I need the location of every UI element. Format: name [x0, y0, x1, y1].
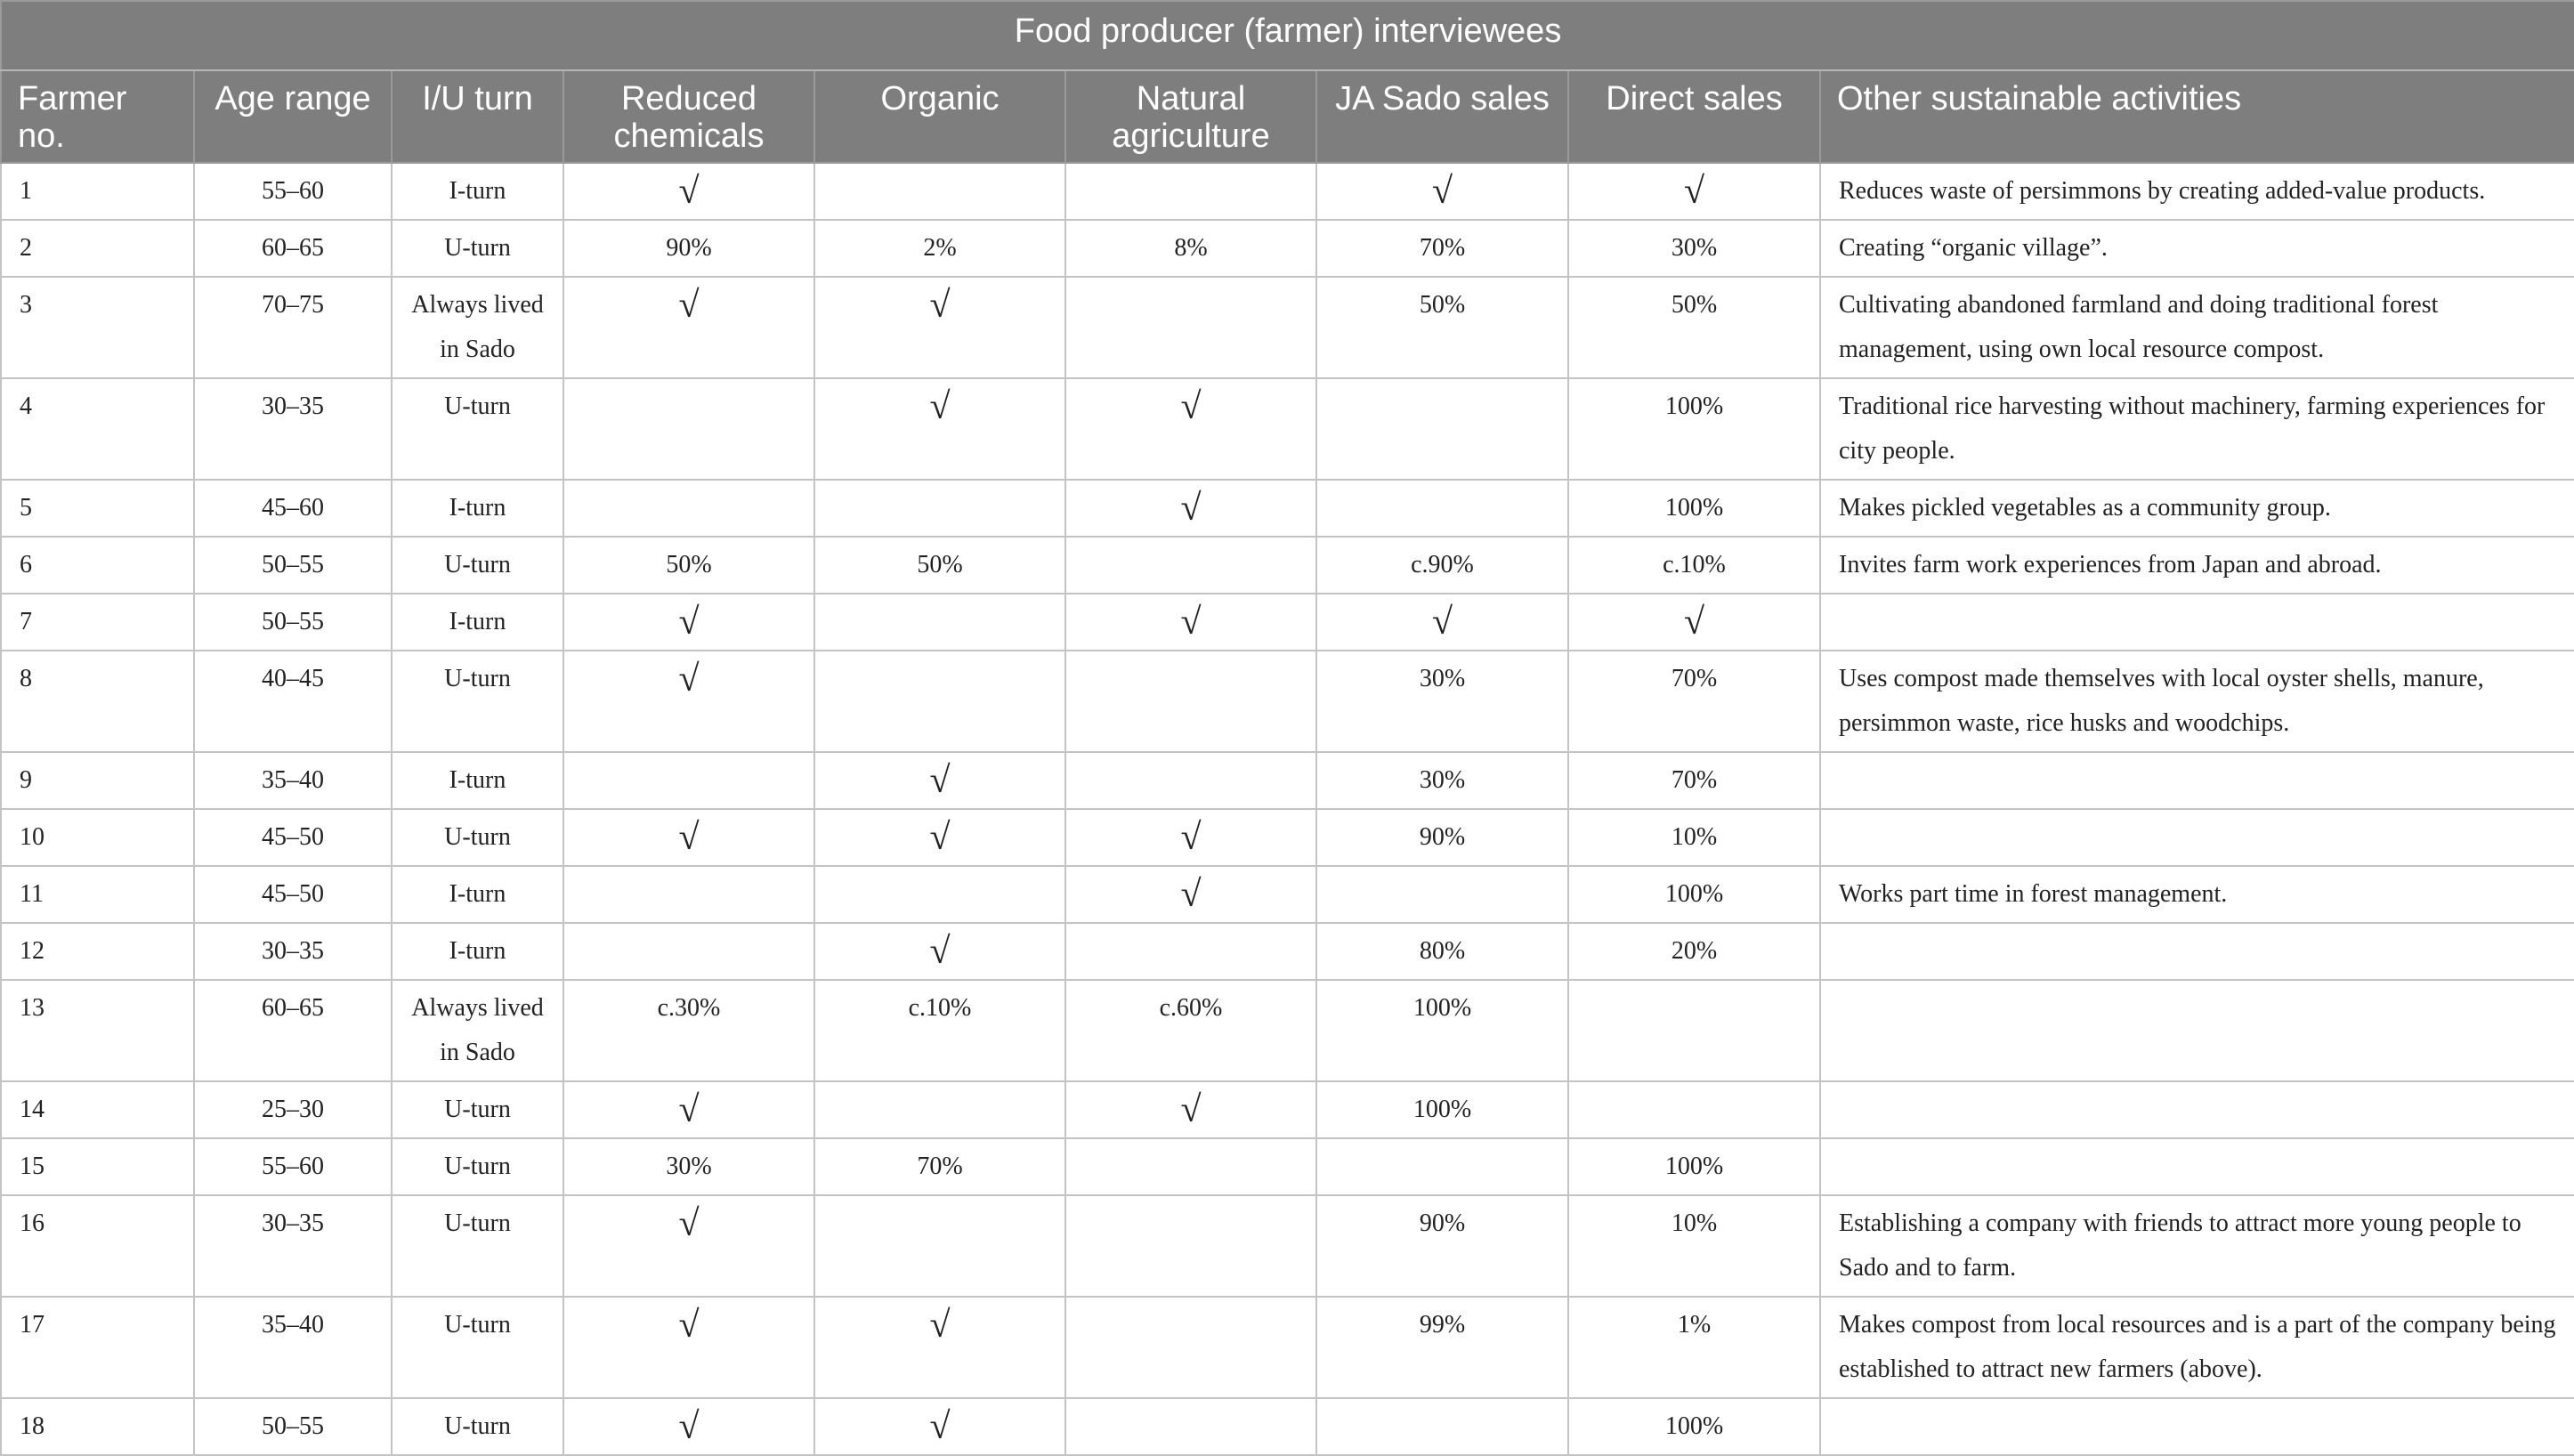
cell-direct-sales: 100% [1568, 480, 1820, 537]
cell-organic: √ [814, 809, 1065, 866]
table-caption: Food producer (farmer) interviewees [1, 1, 2574, 70]
cell-ja-sado-sales [1316, 1398, 1568, 1455]
cell-direct-sales: √ [1568, 594, 1820, 651]
column-header-natural-agriculture: Natural agriculture [1065, 70, 1316, 163]
cell-other-activities [1820, 1398, 2574, 1455]
cell-iu-turn: I-turn [392, 752, 563, 809]
cell-farmer-no: 6 [1, 537, 194, 594]
cell-age-range: 45–50 [194, 809, 392, 866]
cell-organic: √ [814, 1398, 1065, 1455]
cell-natural-agriculture: √ [1065, 866, 1316, 923]
cell-other-activities: Creating “organic village”. [1820, 220, 2574, 277]
cell-other-activities: Makes pickled vegetables as a community group. [1820, 480, 2574, 537]
cell-organic [814, 1081, 1065, 1138]
cell-other-activities: Works part time in forest management. [1820, 866, 2574, 923]
column-header-iu-turn: I/U turn [392, 70, 563, 163]
cell-natural-agriculture [1065, 752, 1316, 809]
cell-organic [814, 651, 1065, 752]
cell-other-activities [1820, 752, 2574, 809]
column-header-age-range: Age range [194, 70, 392, 163]
cell-organic: 70% [814, 1138, 1065, 1195]
cell-natural-agriculture [1065, 163, 1316, 220]
table-body [1, 163, 2574, 1455]
cell-reduced-chemicals: √ [563, 651, 814, 752]
cell-iu-turn: U-turn [392, 1195, 563, 1297]
cell-reduced-chemicals: √ [563, 1297, 814, 1398]
cell-organic [814, 594, 1065, 651]
cell-ja-sado-sales: 90% [1316, 1195, 1568, 1297]
cell-organic: 50% [814, 537, 1065, 594]
cell-natural-agriculture [1065, 651, 1316, 752]
cell-ja-sado-sales: √ [1316, 594, 1568, 651]
cell-farmer-no: 8 [1, 651, 194, 752]
cell-ja-sado-sales [1316, 378, 1568, 480]
cell-farmer-no: 2 [1, 220, 194, 277]
cell-natural-agriculture [1065, 1297, 1316, 1398]
cell-reduced-chemicals: √ [563, 163, 814, 220]
cell-ja-sado-sales [1316, 866, 1568, 923]
cell-direct-sales: 30% [1568, 220, 1820, 277]
cell-iu-turn: U-turn [392, 220, 563, 277]
cell-age-range: 60–65 [194, 980, 392, 1081]
table-row [1, 866, 2574, 923]
cell-age-range: 55–60 [194, 1138, 392, 1195]
cell-farmer-no: 16 [1, 1195, 194, 1297]
cell-natural-agriculture: 8% [1065, 220, 1316, 277]
table-row [1, 1297, 2574, 1398]
cell-direct-sales: 100% [1568, 1138, 1820, 1195]
cell-natural-agriculture [1065, 923, 1316, 980]
cell-natural-agriculture: √ [1065, 594, 1316, 651]
cell-iu-turn: U-turn [392, 537, 563, 594]
table-row [1, 378, 2574, 480]
cell-natural-agriculture: c.60% [1065, 980, 1316, 1081]
cell-ja-sado-sales: 80% [1316, 923, 1568, 980]
table-row [1, 1195, 2574, 1297]
header-row [1, 70, 2574, 163]
table-row [1, 923, 2574, 980]
cell-other-activities [1820, 923, 2574, 980]
cell-direct-sales [1568, 980, 1820, 1081]
cell-ja-sado-sales: √ [1316, 163, 1568, 220]
cell-farmer-no: 1 [1, 163, 194, 220]
cell-natural-agriculture: √ [1065, 809, 1316, 866]
column-header-ja-sado-sales: JA Sado sales [1316, 70, 1568, 163]
column-header-direct-sales: Direct sales [1568, 70, 1820, 163]
cell-other-activities [1820, 980, 2574, 1081]
cell-organic [814, 480, 1065, 537]
cell-age-range: 50–55 [194, 537, 392, 594]
table-row [1, 537, 2574, 594]
cell-farmer-no: 4 [1, 378, 194, 480]
cell-direct-sales: 100% [1568, 1398, 1820, 1455]
cell-direct-sales: c.10% [1568, 537, 1820, 594]
cell-farmer-no: 3 [1, 277, 194, 378]
cell-reduced-chemicals: √ [563, 1081, 814, 1138]
cell-direct-sales: 50% [1568, 277, 1820, 378]
table-row [1, 980, 2574, 1081]
cell-ja-sado-sales: 100% [1316, 980, 1568, 1081]
cell-reduced-chemicals: 30% [563, 1138, 814, 1195]
cell-iu-turn: U-turn [392, 1398, 563, 1455]
cell-direct-sales [1568, 1081, 1820, 1138]
cell-other-activities: Uses compost made themselves with local oyster shells, manure, persimmon waste, rice husks and woodchips. [1820, 651, 2574, 752]
cell-ja-sado-sales: 30% [1316, 752, 1568, 809]
cell-direct-sales: √ [1568, 163, 1820, 220]
cell-ja-sado-sales: 30% [1316, 651, 1568, 752]
cell-reduced-chemicals [563, 378, 814, 480]
cell-iu-turn: U-turn [392, 1297, 563, 1398]
cell-ja-sado-sales: 90% [1316, 809, 1568, 866]
cell-age-range: 40–45 [194, 651, 392, 752]
cell-direct-sales: 70% [1568, 651, 1820, 752]
cell-reduced-chemicals [563, 866, 814, 923]
table-row [1, 651, 2574, 752]
cell-direct-sales: 100% [1568, 866, 1820, 923]
cell-age-range: 25–30 [194, 1081, 392, 1138]
cell-farmer-no: 5 [1, 480, 194, 537]
table-row [1, 1081, 2574, 1138]
cell-reduced-chemicals: √ [563, 1398, 814, 1455]
cell-farmer-no: 17 [1, 1297, 194, 1398]
cell-other-activities [1820, 594, 2574, 651]
cell-iu-turn: U-turn [392, 378, 563, 480]
table-row [1, 809, 2574, 866]
cell-direct-sales: 100% [1568, 378, 1820, 480]
cell-other-activities [1820, 1081, 2574, 1138]
cell-age-range: 45–50 [194, 866, 392, 923]
cell-ja-sado-sales: 100% [1316, 1081, 1568, 1138]
column-header-reduced-chemicals: Reduced chemicals [563, 70, 814, 163]
cell-other-activities: Establishing a company with friends to attract more young people to Sado and to farm. [1820, 1195, 2574, 1297]
cell-age-range: 30–35 [194, 1195, 392, 1297]
cell-other-activities [1820, 809, 2574, 866]
cell-iu-turn: I-turn [392, 594, 563, 651]
cell-ja-sado-sales [1316, 1138, 1568, 1195]
table-row [1, 220, 2574, 277]
cell-natural-agriculture [1065, 1138, 1316, 1195]
cell-other-activities: Reduces waste of persimmons by creating added-value products. [1820, 163, 2574, 220]
cell-farmer-no: 9 [1, 752, 194, 809]
cell-other-activities: Traditional rice harvesting without machinery, farming experiences for city people. [1820, 378, 2574, 480]
cell-natural-agriculture: √ [1065, 378, 1316, 480]
cell-organic: 2% [814, 220, 1065, 277]
cell-farmer-no: 18 [1, 1398, 194, 1455]
cell-organic: √ [814, 277, 1065, 378]
cell-farmer-no: 15 [1, 1138, 194, 1195]
cell-natural-agriculture [1065, 1195, 1316, 1297]
cell-natural-agriculture [1065, 1398, 1316, 1455]
cell-direct-sales: 1% [1568, 1297, 1820, 1398]
cell-age-range: 45–60 [194, 480, 392, 537]
cell-reduced-chemicals: √ [563, 1195, 814, 1297]
cell-age-range: 55–60 [194, 163, 392, 220]
cell-organic: c.10% [814, 980, 1065, 1081]
column-header-organic: Organic [814, 70, 1065, 163]
cell-iu-turn: U-turn [392, 1081, 563, 1138]
cell-organic: √ [814, 378, 1065, 480]
cell-farmer-no: 10 [1, 809, 194, 866]
cell-natural-agriculture [1065, 537, 1316, 594]
cell-age-range: 60–65 [194, 220, 392, 277]
table-row [1, 163, 2574, 220]
table-row [1, 277, 2574, 378]
cell-direct-sales: 20% [1568, 923, 1820, 980]
cell-other-activities: Invites farm work experiences from Japan and abroad. [1820, 537, 2574, 594]
cell-age-range: 35–40 [194, 1297, 392, 1398]
table-row [1, 480, 2574, 537]
table-row [1, 594, 2574, 651]
cell-ja-sado-sales: 99% [1316, 1297, 1568, 1398]
cell-reduced-chemicals [563, 480, 814, 537]
cell-direct-sales: 10% [1568, 1195, 1820, 1297]
cell-age-range: 70–75 [194, 277, 392, 378]
cell-organic: √ [814, 923, 1065, 980]
column-header-other-activities: Other sustainable activities [1820, 70, 2574, 163]
cell-natural-agriculture: √ [1065, 480, 1316, 537]
cell-iu-turn: I-turn [392, 480, 563, 537]
cell-iu-turn: U-turn [392, 651, 563, 752]
cell-reduced-chemicals [563, 923, 814, 980]
cell-other-activities: Cultivating abandoned farmland and doing traditional forest management, using own local resource compost. [1820, 277, 2574, 378]
cell-farmer-no: 14 [1, 1081, 194, 1138]
cell-age-range: 50–55 [194, 1398, 392, 1455]
cell-iu-turn: U-turn [392, 1138, 563, 1195]
cell-direct-sales: 70% [1568, 752, 1820, 809]
cell-reduced-chemicals: 50% [563, 537, 814, 594]
cell-organic [814, 1195, 1065, 1297]
cell-ja-sado-sales: 50% [1316, 277, 1568, 378]
cell-natural-agriculture: √ [1065, 1081, 1316, 1138]
cell-organic [814, 866, 1065, 923]
cell-reduced-chemicals: √ [563, 594, 814, 651]
cell-reduced-chemicals: 90% [563, 220, 814, 277]
table-row [1, 752, 2574, 809]
cell-iu-turn: I-turn [392, 163, 563, 220]
cell-ja-sado-sales: 70% [1316, 220, 1568, 277]
cell-other-activities [1820, 1138, 2574, 1195]
cell-direct-sales: 10% [1568, 809, 1820, 866]
cell-organic: √ [814, 1297, 1065, 1398]
cell-reduced-chemicals: √ [563, 809, 814, 866]
cell-iu-turn: I-turn [392, 923, 563, 980]
cell-iu-turn: Always lived in Sado [392, 980, 563, 1081]
cell-age-range: 30–35 [194, 378, 392, 480]
cell-age-range: 30–35 [194, 923, 392, 980]
cell-other-activities: Makes compost from local resources and is a part of the company being established to attract new farmers (above). [1820, 1297, 2574, 1398]
cell-iu-turn: Always lived in Sado [392, 277, 563, 378]
cell-age-range: 50–55 [194, 594, 392, 651]
cell-reduced-chemicals: √ [563, 277, 814, 378]
cell-farmer-no: 7 [1, 594, 194, 651]
column-header-farmer-no: Farmer no. [1, 70, 194, 163]
cell-organic: √ [814, 752, 1065, 809]
cell-farmer-no: 11 [1, 866, 194, 923]
cell-natural-agriculture [1065, 277, 1316, 378]
table-row [1, 1398, 2574, 1455]
cell-ja-sado-sales [1316, 480, 1568, 537]
cell-ja-sado-sales: c.90% [1316, 537, 1568, 594]
cell-farmer-no: 12 [1, 923, 194, 980]
cell-iu-turn: U-turn [392, 809, 563, 866]
cell-age-range: 35–40 [194, 752, 392, 809]
cell-reduced-chemicals: c.30% [563, 980, 814, 1081]
cell-iu-turn: I-turn [392, 866, 563, 923]
cell-reduced-chemicals [563, 752, 814, 809]
cell-organic [814, 163, 1065, 220]
table-row [1, 1138, 2574, 1195]
cell-farmer-no: 13 [1, 980, 194, 1081]
